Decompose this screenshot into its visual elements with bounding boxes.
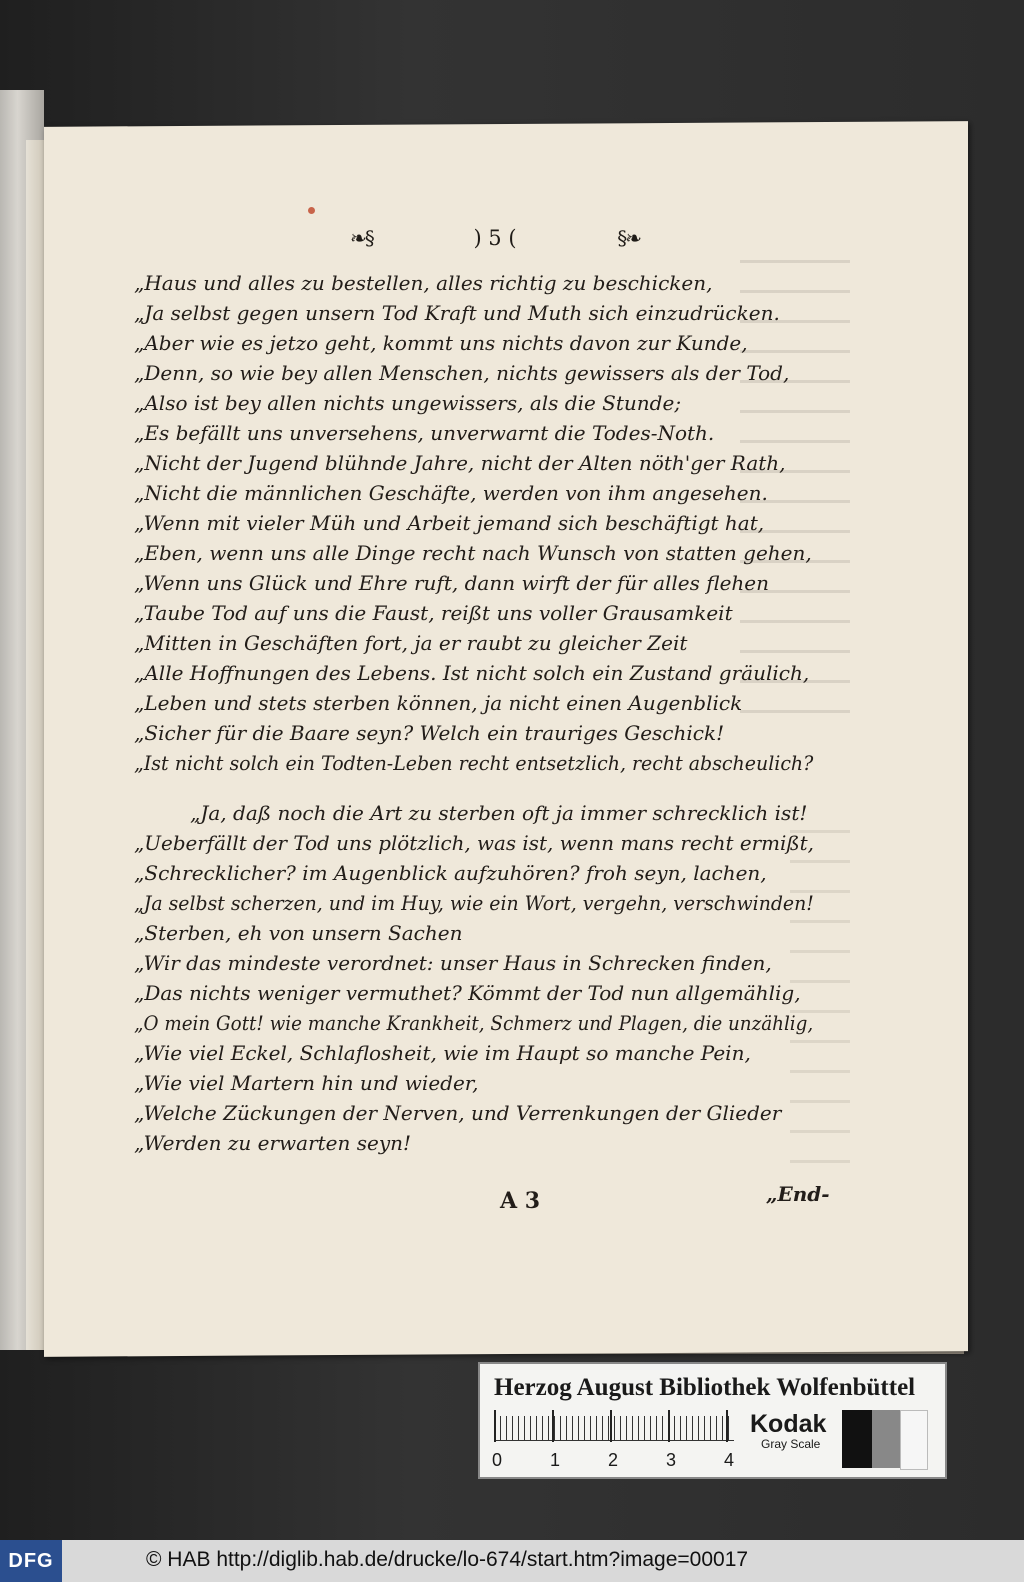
- swatch-white: [900, 1410, 928, 1470]
- running-header: [350, 222, 640, 254]
- ruler-label: 4: [724, 1450, 735, 1470]
- text-line: „Also ist bey allen nichts ungewissers, als die Stunde;: [134, 391, 682, 415]
- text-line: „Wir das mindeste verordnet: unser Haus in Schrecken finden,: [134, 951, 772, 975]
- text-line: „Das nichts weniger vermuthet? Kömmt der Tod nun allgemählig,: [134, 981, 801, 1005]
- text-line: „Werden zu erwarten seyn!: [134, 1131, 412, 1155]
- ruler-label: 1: [550, 1450, 561, 1470]
- swatch-gray: [872, 1410, 900, 1468]
- ruler-label: 2: [608, 1450, 619, 1470]
- text-line: „Eben, wenn uns alle Dinge recht nach Wunsch von statten gehen,: [134, 541, 812, 565]
- red-stain: [308, 207, 315, 214]
- text-line: „O mein Gott! wie manche Krankheit, Schmerz und Plagen, die unzählig,: [134, 1011, 814, 1035]
- text-line: „Ja selbst scherzen, und im Huy, wie ein Wort, vergehn, verschwinden!: [134, 891, 814, 915]
- text-line: „Sicher für die Baare seyn? Welch ein trauriges Geschick!: [134, 721, 725, 745]
- text-line: „Wie viel Eckel, Schlaflosheit, wie im Haupt so manche Pein,: [134, 1041, 751, 1065]
- kodak-logo: Kodak: [750, 1410, 827, 1438]
- page-number: ) 5 (: [473, 226, 517, 250]
- text-line: „Es befällt uns unversehens, unverwarnt die Todes-Noth.: [134, 421, 715, 445]
- text-line: „Leben und stets sterben können, ja nicht einen Augenblick: [134, 691, 743, 715]
- text-line: „Welche Zückungen der Nerven, und Verrenkungen der Glieder: [134, 1101, 782, 1125]
- text-line: „Wenn uns Glück und Ehre ruft, dann wirft der für alles flehen: [134, 571, 770, 595]
- gray-scale-label: Gray Scale: [761, 1437, 821, 1451]
- copyright-link[interactable]: © HAB http://diglib.hab.de/drucke/lo-674/start.htm?image=00017: [146, 1548, 749, 1571]
- footer-bar: [0, 1540, 1024, 1582]
- swatch-black: [842, 1410, 872, 1468]
- text-line: „Denn, so wie bey allen Menschen, nichts gewissers als der Tod,: [134, 361, 790, 385]
- text-line: „Aber wie es jetzo geht, kommt uns nichts davon zur Kunde,: [134, 331, 748, 355]
- text-line: „Ja selbst gegen unsern Tod Kraft und Muth sich einzudrücken.: [134, 301, 780, 325]
- ruler-label: 0: [492, 1450, 503, 1470]
- text-line: „Ist nicht solch ein Todten-Leben recht entsetzlich, recht abscheulich?: [134, 751, 814, 775]
- text-line: „Mitten in Geschäften fort, ja er raubt zu gleicher Zeit: [134, 631, 688, 655]
- ruler-major-ticks: [494, 1410, 734, 1442]
- signature-mark: A 3: [500, 1188, 541, 1214]
- text-line: „Sterben, eh von unsern Sachen: [134, 921, 463, 945]
- library-name: Herzog August Bibliothek Wolfenbüttel: [494, 1374, 916, 1401]
- ruler-label: 3: [666, 1450, 677, 1470]
- text-line-indented: „Ja, daß noch die Art zu sterben oft ja immer schrecklich ist!: [190, 801, 808, 825]
- text-line: „Haus und alles zu bestellen, alles richtig zu beschicken,: [134, 271, 713, 295]
- text-line: „Nicht die männlichen Geschäfte, werden von ihm angesehen.: [134, 481, 768, 505]
- text-line: „Schrecklicher? im Augenblick aufzuhören? froh seyn, lachen,: [134, 861, 767, 885]
- dfg-logo[interactable]: DFG: [0, 1540, 62, 1582]
- text-line: „Wenn mit vieler Müh und Arbeit jemand sich beschäftigt hat,: [134, 511, 765, 535]
- text-line: „Ueberfällt der Tod uns plötzlich, was ist, wenn mans recht ermißt,: [134, 831, 814, 855]
- text-line: „Taube Tod auf uns die Faust, reißt uns voller Grausamkeit: [134, 601, 733, 625]
- text-line: „Alle Hoffnungen des Lebens. Ist nicht solch ein Zustand gräulich,: [134, 661, 810, 685]
- text-line: „Wie viel Martern hin und wieder,: [134, 1071, 479, 1095]
- header-ornament-left: ❧§: [350, 226, 373, 250]
- facing-page-inner-edge: [26, 140, 44, 1350]
- color-calibration-card: [478, 1362, 947, 1479]
- catchword: „End-: [766, 1182, 830, 1206]
- text-line: „Nicht der Jugend blühnde Jahre, nicht der Alten nöth'ger Rath,: [134, 451, 786, 475]
- header-ornament-right: §❧: [617, 226, 640, 250]
